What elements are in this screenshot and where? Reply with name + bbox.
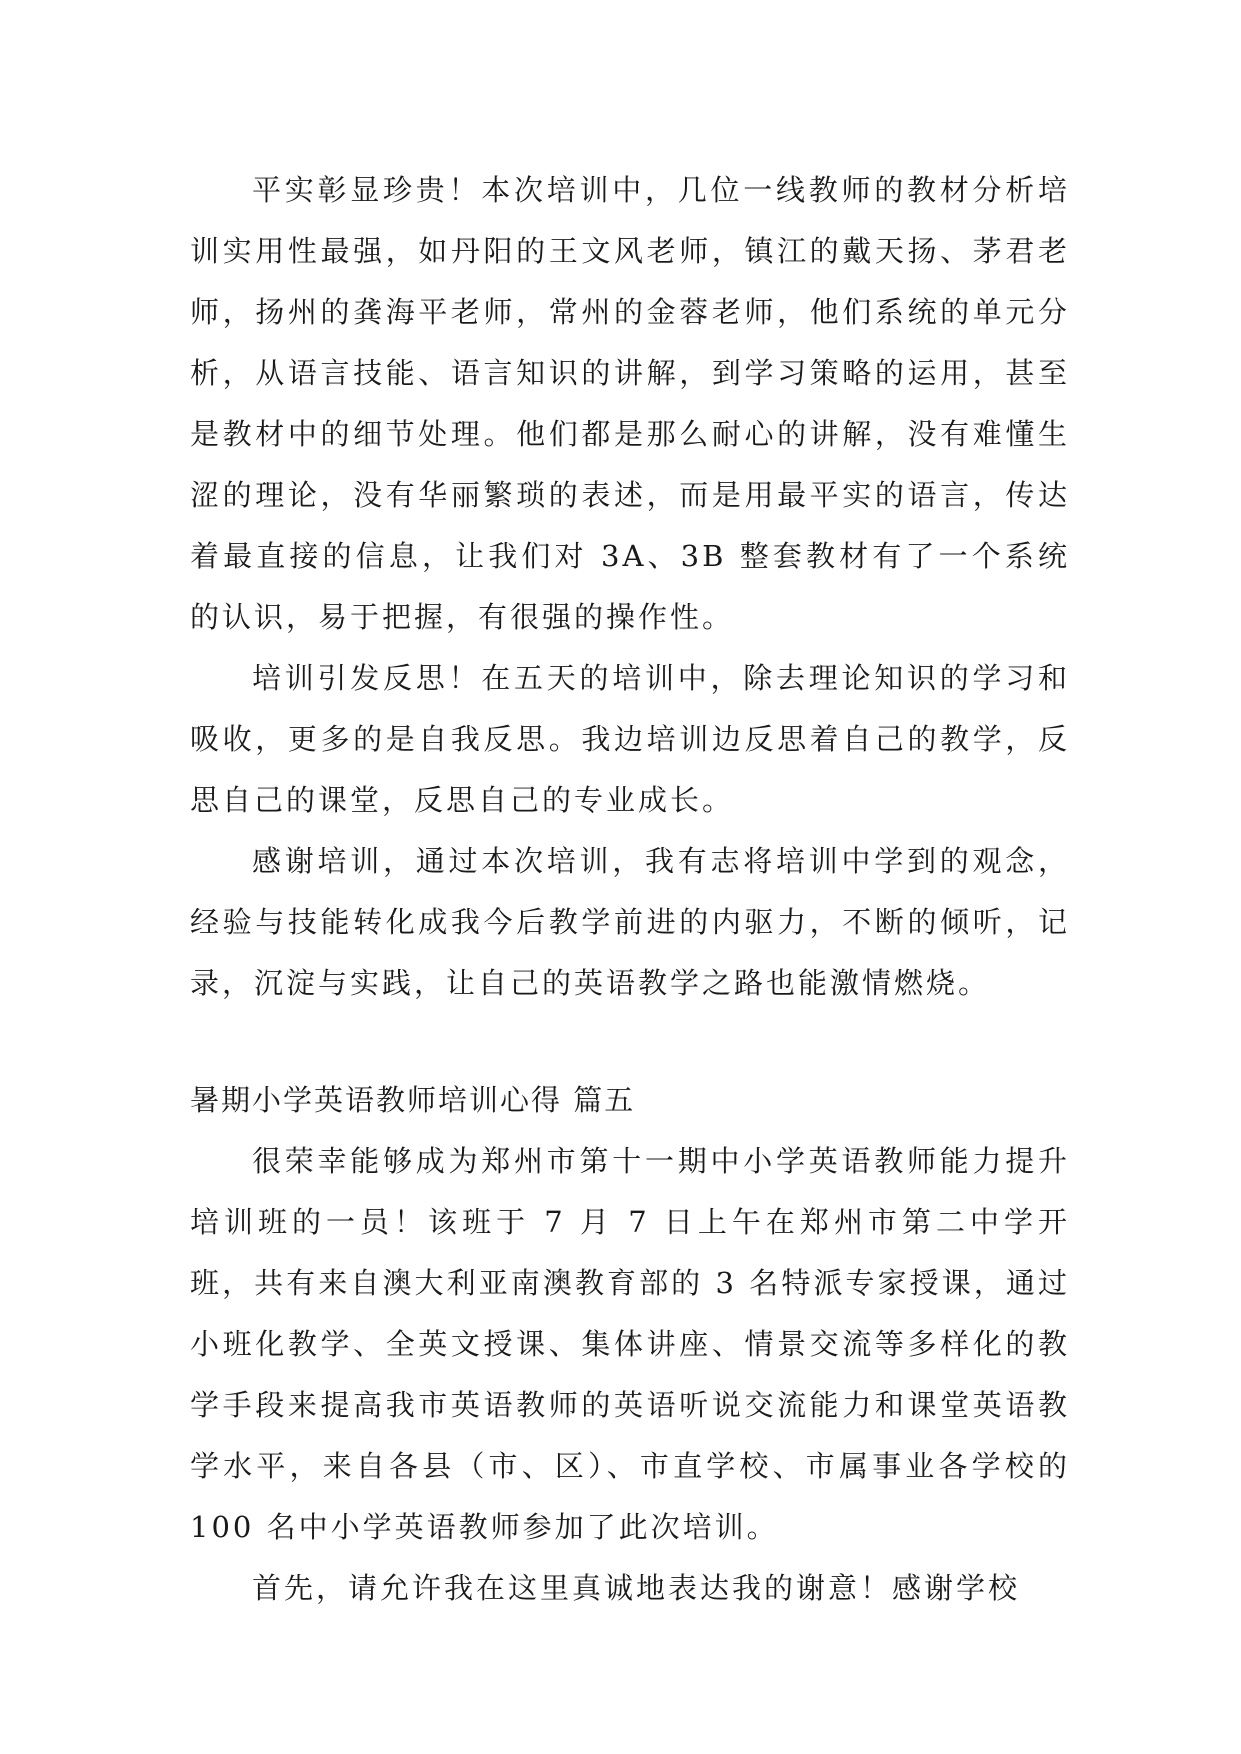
- paragraph-plain-value: 平实彰显珍贵！本次培训中，几位一线教师的教材分析培训实用性最强，如丹阳的王文风老师，镇江的戴天扬、茅君老师，扬州的龚海平老师，常州的金蓉老师，他们系统的单元分析，从语言技能、语言知识的讲解，到学习策略的运用，甚至是教材中的细节处理。他们都是那么耐心的讲解，没有难懂生涩的理论，没有华丽繁琐的表述，而是用最平实的语言，传达着最直接的信息，让我们对 3A、3B 整套教材有了一个系统的认识，易于把握，有很强的操作性。: [190, 173, 1070, 634]
- paragraph-training-reflection: 培训引发反思！在五天的培训中，除去理论知识的学习和吸收，更多的是自我反思。我边培训边反思着自己的教学，反思自己的课堂，反思自己的专业成长。: [190, 661, 1070, 817]
- paragraph-first-thanks: 首先，请允许我在这里真诚地表达我的谢意！感谢学校: [252, 1571, 1021, 1605]
- paragraph-zhengzhou-training: 很荣幸能够成为郑州市第十一期中小学英语教师能力提升培训班的一员！该班于 7 月 7 日上午在郑州市第二中学开班，共有来自澳大利亚南澳教育部的 3 名特派专家授课，通过小班化教学、全英文授课、集体讲座、情景交流等多样化的教学手段来提高我市英语教师的英语听说交流能力和课堂英语教学水平，来自各县（市、区）、市直学校、市属事业各学校的 100 名中小学英语教师参加了此次培训。: [190, 1144, 1070, 1544]
- section-heading: 暑期小学英语教师培训心得 篇五: [190, 1083, 636, 1117]
- paragraph-thanks-training: 感谢培训，通过本次培训，我有志将培训中学到的观念，经验与技能转化成我今后教学前进的内驱力，不断的倾听，记录，沉淀与实践，让自己的英语教学之路也能激情燃烧。: [190, 844, 1070, 1000]
- document-body: [190, 160, 1070, 1619]
